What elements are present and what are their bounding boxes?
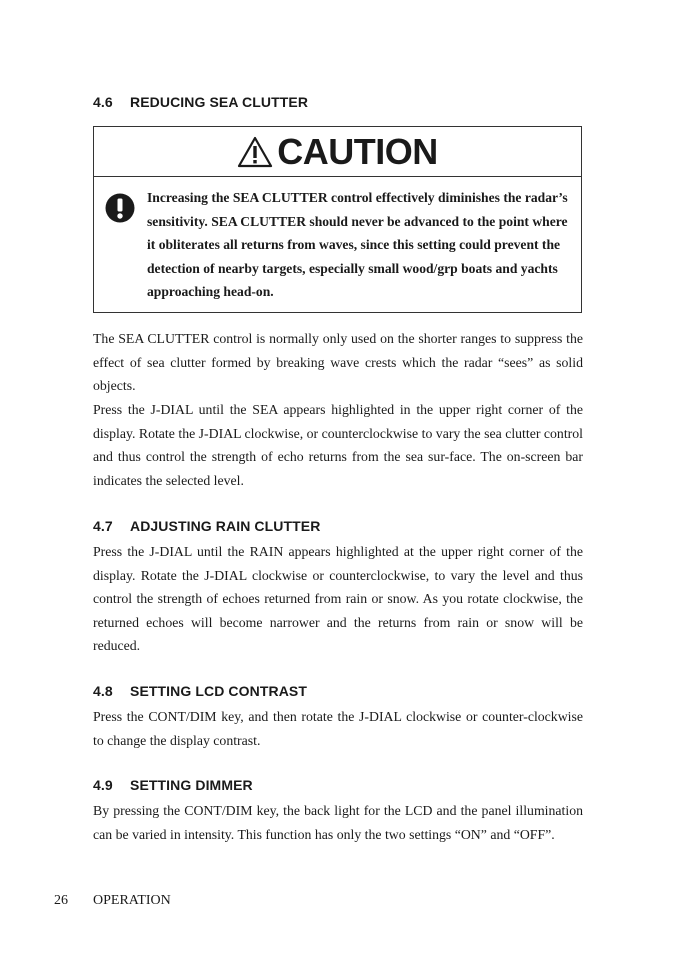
section-heading-4-9 <box>93 777 253 793</box>
section-title: REDUCING SEA CLUTTER <box>130 94 309 110</box>
caution-title: CAUTION <box>277 130 438 172</box>
paragraph-lcd-contrast: Press the CONT/DIM key, and then rotate the J-DIAL clockwise or counter-clockwise to change the display contrast. <box>93 709 583 748</box>
warning-triangle-icon <box>237 136 273 168</box>
page-number: 26 <box>54 893 68 908</box>
section-heading-4-8 <box>93 683 307 699</box>
section-number: 4.6 <box>93 94 113 110</box>
paragraph-dimmer: By pressing the CONT/DIM key, the back light for the LCD and the panel illumination can be varied in intensity. This function has only the two settings “ON” and “OFF”. <box>93 803 583 842</box>
section-title: ADJUSTING RAIN CLUTTER <box>130 518 321 534</box>
caution-box <box>93 126 582 313</box>
section-number: 4.8 <box>93 683 113 699</box>
exclamation-icon <box>105 193 135 223</box>
paragraph-sea-clutter-intro: The SEA CLUTTER control is normally only used on the shorter ranges to suppress the effect of sea clutter formed by breaking wave crests which the radar “sees” as solid objects. <box>93 331 583 393</box>
section-number: 4.7 <box>93 518 113 534</box>
section-title: SETTING DIMMER <box>130 777 253 793</box>
section-heading-4-6 <box>93 94 308 110</box>
footer-label: OPERATION <box>93 893 171 908</box>
section-number: 4.9 <box>93 777 113 793</box>
caution-header <box>94 127 581 177</box>
caution-text: Increasing the SEA CLUTTER control effectively diminishes the radar’s sensitivity. SEA CLUTTER should never be advanced to the point where it obliterates all returns from waves, since this setting could prevent the detection of nearby targets, especially small wood/grp boats and yachts approaching head-on. <box>147 190 568 299</box>
section-heading-4-7 <box>93 518 320 534</box>
paragraph-sea-clutter-procedure: Press the J-DIAL until the SEA appears highlighted in the upper right corner of the display. Rotate the J-DIAL clockwise, or counterclockwise to vary the sea clutter control and thus control the strength of echo returns from the sea sur-face. The on-screen bar indicates the selected level. <box>93 402 583 488</box>
paragraph-rain-clutter: Press the J-DIAL until the RAIN appears highlighted at the upper right corner of the display. Rotate the J-DIAL clockwise or counterclockwise, to vary the level and thus control the strength of echoes returned from rain or snow. As you rotate clockwise, the returned echoes will become narrower and the returns from rain or snow will be reduced. <box>93 544 583 653</box>
section-title: SETTING LCD CONTRAST <box>130 683 307 699</box>
